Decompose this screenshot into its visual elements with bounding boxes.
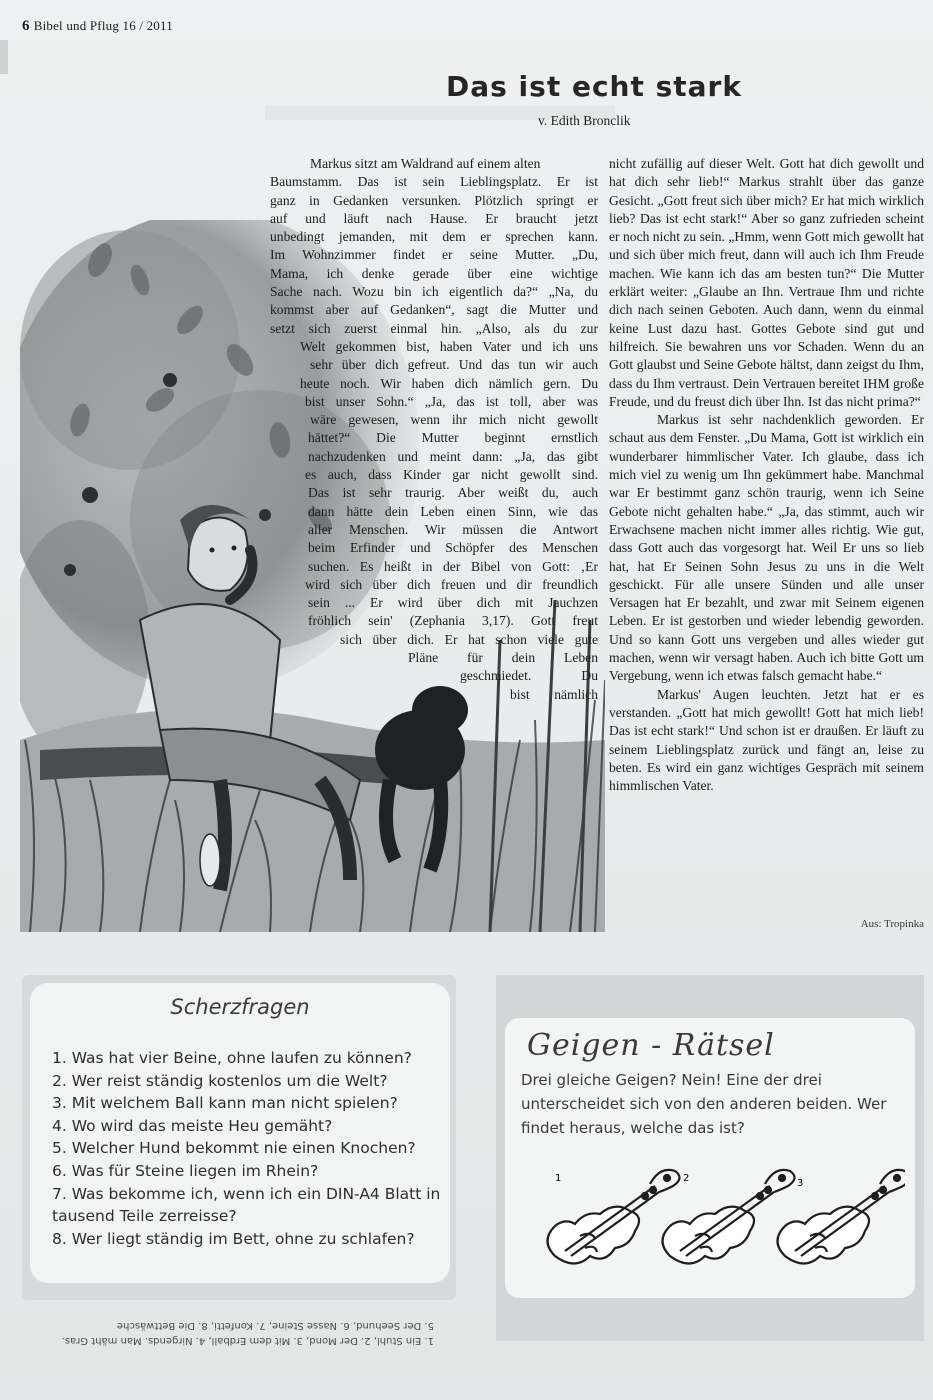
article-column-left <box>270 155 598 704</box>
list-item: 6. Was für Steine liegen im Rhein? <box>52 1161 319 1180</box>
article-line: Das ist sehr traurig. Aber weißt du, auch <box>308 485 598 501</box>
list-item: 4. Wo wird das meiste Heu gemäht? <box>52 1116 333 1135</box>
violin-number: 1 <box>555 1173 562 1184</box>
article-line: auf und läuft nach Hause. Er braucht jetzt <box>270 210 598 226</box>
article-byline: v. Edith Bronclik <box>538 113 631 128</box>
article-line: Sache nach. Wozu bin ich eigentlich da?“ „Na, du <box>270 284 598 300</box>
page-number: 6 <box>22 18 30 34</box>
article-line: Im Wohnzimmer findet er seine Mutter. „Du, <box>270 247 598 263</box>
article-line: fröhlich sein' (Zephania 3,17). Gott freut <box>308 613 598 629</box>
article-line: Mama, ich denke gerade über eine wichtige <box>270 265 598 281</box>
scherzfragen-title: Scherzfragen <box>170 995 310 1019</box>
article-line: setzt sich zuerst einmal hin. „Also, als du zur <box>270 320 598 336</box>
list-item: 3. Mit welchem Ball kann man nicht spielen? <box>52 1094 398 1113</box>
article-line: bist unser Sohn.“ „Ja, das ist toll, aber was <box>305 393 598 409</box>
violin-number: 2 <box>683 1173 690 1184</box>
article-line: bist nämlich <box>510 686 598 702</box>
article-line: ganz in Gedanken versunken. Plötzlich springt er <box>270 192 598 208</box>
scherzfragen-list <box>52 1047 447 1250</box>
scherzfragen-panel <box>30 983 450 1283</box>
article-column-right <box>609 155 924 795</box>
article-line: wird sich über dich freuen und dir freundlich <box>305 576 598 592</box>
article-line: geschmiedet. Du <box>460 668 598 684</box>
article-line: beim Erfinder und Schöpfer des Menschen <box>308 540 598 556</box>
article-line: sehr über dich gefreut. Und das tun wir auch <box>310 357 598 373</box>
article-paragraph: Markus' Augen leuchten. Jetzt hat er es verstanden. „Gott hat mich gewollt! Gott hat mich lieb! Das ist echt stark!“ Und schon ist er draußen. Er läuft zu seinem Lieblingsplatz zurück und fängt an, leise zu beten. Es wird ein ganz wichtiges Gespräch mit seinem himmlischen Vater. <box>609 686 924 794</box>
article-line: wäre gewesen, wenn ihr mich nicht gewollt <box>310 412 598 428</box>
article-line: hättet?“ Die Mutter beginnt ernstlich <box>308 430 598 446</box>
list-item: 7. Was bekomme ich, wenn ich ein DIN-A4 Blatt in tausend Teile zerreisse? <box>52 1184 441 1226</box>
article-title: Das ist echt stark <box>446 70 742 103</box>
geigen-raetsel-box <box>496 975 924 1341</box>
article-line: nachzudenken und meint dann: „Ja, das gibt <box>308 448 598 464</box>
list-item: 2. Wer reist ständig kostenlos um die Welt? <box>52 1071 388 1090</box>
page-edge-mark <box>0 40 8 74</box>
answers-line: 1. Ein Stuhl, 2. Der Mond, 3. Mit dem Erdball, 4. Nirgends. Man mäht Gras. <box>61 1335 434 1346</box>
violin-number: 3 <box>797 1178 804 1189</box>
article-paragraph: Markus ist sehr nachdenklich geworden. Er schaut aus dem Fenster. „Du Mama, Gott ist wirklich ein wunderbarer himmlischer Vater. Ich glaube, dass ich mich viel zu wenig um Ihn gekümmert habe. Manchmal war Er bestimmt ganz schön traurig, wenn ich Seine Gebote nicht gehalten habe.“ „Ja, das stimmt, auch wir Erwachsene machen nicht immer alles richtig. Wie gut, dass Gott auch das vorgesorgt hat. Weil Er uns so lieb hat, hat Er Seinen Sohn Jesus zu uns in die Welt geschickt. Für alle unsere Sünden und alle unser Versagen hat Er bezahlt, und zwar mit Seinem eigenen Leben. Er ist gestorben und wieder lebendig geworden. Und so kann Gott uns vergeben und alles wieder gut machen, wenn wir versagt haben. Auch ich bitte Gott um Vergebung, wenn ich etwas falsch gemacht habe.“ <box>609 412 924 684</box>
article-line: Baumstamm. Das ist sein Lieblingsplatz. Er ist <box>270 174 598 190</box>
scherzfragen-box <box>22 975 456 1300</box>
list-item: 8. Wer liegt ständig im Bett, ohne zu schlafen? <box>52 1229 415 1248</box>
article-line: Pläne für dein Leben <box>408 650 598 666</box>
article-line: dann hätte dein Leben einen Sinn, wie das <box>308 503 598 519</box>
article-line: suchen. Es heißt in der Bibel von Gott: ‚Er <box>308 558 598 574</box>
article-line: Welt gekommen bist, haben Vater und ich uns <box>300 338 598 354</box>
article-source: Aus: Tropinka <box>860 918 924 930</box>
page-header <box>22 18 173 35</box>
article-line: Markus sitzt am Waldrand auf einem alten <box>310 156 541 171</box>
violins-drawing <box>535 1156 905 1286</box>
article-line: sein ... Er wird über dich mit Jauchzen <box>308 595 598 611</box>
scherzfragen-answers-upside-down <box>34 1318 434 1348</box>
article-line: aller Menschen. Wir müssen die Antwort <box>308 521 598 537</box>
article-line: es auch, dass Kinder gar nicht gewollt sind. <box>305 467 598 483</box>
geigen-instructions: Drei gleiche Geigen? Nein! Eine der drei unterscheidet sich von den anderen beiden. Wer findet heraus, welche das ist? <box>521 1071 887 1137</box>
list-item: 5. Welcher Hund bekommt nie einen Knochen? <box>52 1139 416 1158</box>
list-item: 1. Was hat vier Beine, ohne laufen zu können? <box>52 1049 412 1067</box>
answers-line: 5. Der Seehund, 6. Nasse Steine, 7. Konfetti, 8. Die Bettwäsche <box>116 1320 434 1331</box>
geigen-title: Geigen - Rätsel <box>527 1028 775 1063</box>
article-line: kommst aber auf Gedanken“, sagt die Mutter und <box>270 302 598 318</box>
violin-icon <box>548 1170 680 1264</box>
article-line: heute noch. Wir haben dich nämlich gern. Du <box>300 375 598 391</box>
article-paragraph: nicht zufällig auf dieser Welt. Gott hat dich gewollt und hat dich sehr lieb!“ Markus strahlt über das ganze Gesicht. „Gott freut sich über mich? Er hat mich wirklich lieb? Das ist echt stark!“ Aber so ganz zufrieden scheint er noch nicht zu sein. „Hmm, wenn Gott mich gewollt hat und sich über mich freut, dann will auch ich Ihm Freude machen. Wie kann ich das am besten tun?“ Die Mutter erklärt weiter: „Glaube an Ihn. Vertraue Ihm und richte dich nach seinen Geboten. Auch dann, wenn du einmal keine Lust dazu hast. Gottes Gebote sind gut und hilfreich. Sie bewahren uns vor Schaden. Wenn du an Gott glaubst und Seine Gebote hältst, dann zeigst du Ihm, dass du Ihm vertraust. Dein Vertrauen bereitet IHM große Freude, und du freust dich über Ihn. Ist das nicht prima?“ <box>609 156 924 409</box>
publication-name: Bibel und Pflug 16 / 2011 <box>33 18 173 33</box>
article-line: sich über dich. Er hat schon viele gute <box>340 631 598 647</box>
geigen-raetsel-panel <box>505 1018 915 1298</box>
article-line: unbedingt jemanden, mit dem er sprechen kann. <box>270 229 598 245</box>
